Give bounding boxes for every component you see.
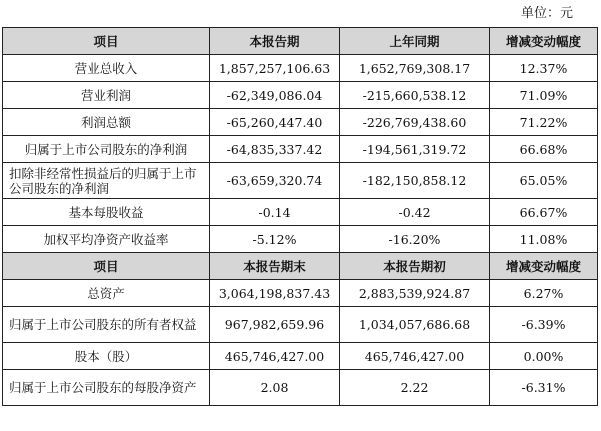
row-label: 归属于上市公司股东的净利润 [3,136,210,163]
previous-value: -226,769,438.60 [340,109,490,136]
current-value: -63,659,320.74 [210,163,340,199]
change-value: 66.67% [490,199,598,226]
current-value: -5.12% [210,226,340,253]
table-row [3,136,598,163]
current-value: -0.14 [210,199,340,226]
current-value: 967,982,659.96 [210,307,340,343]
change-value: -6.39% [490,307,598,343]
unit-label: 单位：元 [520,6,573,21]
table-header-row [3,28,598,55]
financial-summary-table [2,27,598,406]
current-value: -62,349,086.04 [210,82,340,109]
row-label: 股本（股） [3,343,210,370]
header-period-start: 本报告期初 [340,253,490,280]
table-row [3,55,598,82]
row-label: 基本每股收益 [3,199,210,226]
table-row [3,163,598,199]
header-period-end: 本报告期末 [210,253,340,280]
row-label: 营业总收入 [3,55,210,82]
previous-value: 1,034,057,686.68 [340,307,490,343]
current-value: -64,835,337.42 [210,136,340,163]
table-row [3,109,598,136]
table-row [3,199,598,226]
current-value: 2.08 [210,370,340,406]
current-value: 465,746,427.00 [210,343,340,370]
header-item: 项目 [3,253,210,280]
previous-value: 1,652,769,308.17 [340,55,490,82]
row-label: 归属于上市公司股东的每股净资产 [3,370,210,406]
change-value: -6.31% [490,370,598,406]
current-value: 1,857,257,106.63 [210,55,340,82]
header-current-period: 本报告期 [210,28,340,55]
change-value: 71.09% [490,82,598,109]
previous-value: 2,883,539,924.87 [340,280,490,307]
change-value: 6.27% [490,280,598,307]
change-value: 65.05% [490,163,598,199]
current-value: -65,260,447.40 [210,109,340,136]
row-label: 归属于上市公司股东的所有者权益 [3,307,210,343]
previous-value: 2.22 [340,370,490,406]
previous-value: -215,660,538.12 [340,82,490,109]
header-change-rate: 增减变动幅度 [490,28,598,55]
current-value: 3,064,198,837.43 [210,280,340,307]
previous-value: 465,746,427.00 [340,343,490,370]
row-label: 营业利润 [3,82,210,109]
header-change-rate: 增减变动幅度 [490,253,598,280]
header-previous-period: 上年同期 [340,28,490,55]
change-value: 12.37% [490,55,598,82]
row-label: 加权平均净资产收益率 [3,226,210,253]
table-row [3,82,598,109]
header-item: 项目 [3,28,210,55]
table-header-row [3,253,598,280]
row-label: 利润总额 [3,109,210,136]
previous-value: -194,561,319.72 [340,136,490,163]
row-label: 总资产 [3,280,210,307]
table-row [3,370,598,406]
previous-value: -182,150,858.12 [340,163,490,199]
change-value: 71.22% [490,109,598,136]
change-value: 11.08% [490,226,598,253]
table-row [3,343,598,370]
table-row [3,226,598,253]
change-value: 66.68% [490,136,598,163]
change-value: 0.00% [490,343,598,370]
previous-value: -16.20% [340,226,490,253]
previous-value: -0.42 [340,199,490,226]
table-row [3,280,598,307]
table-row [3,307,598,343]
row-label: 扣除非经常性损益后的归属于上市公司股东的净利润 [3,163,210,199]
